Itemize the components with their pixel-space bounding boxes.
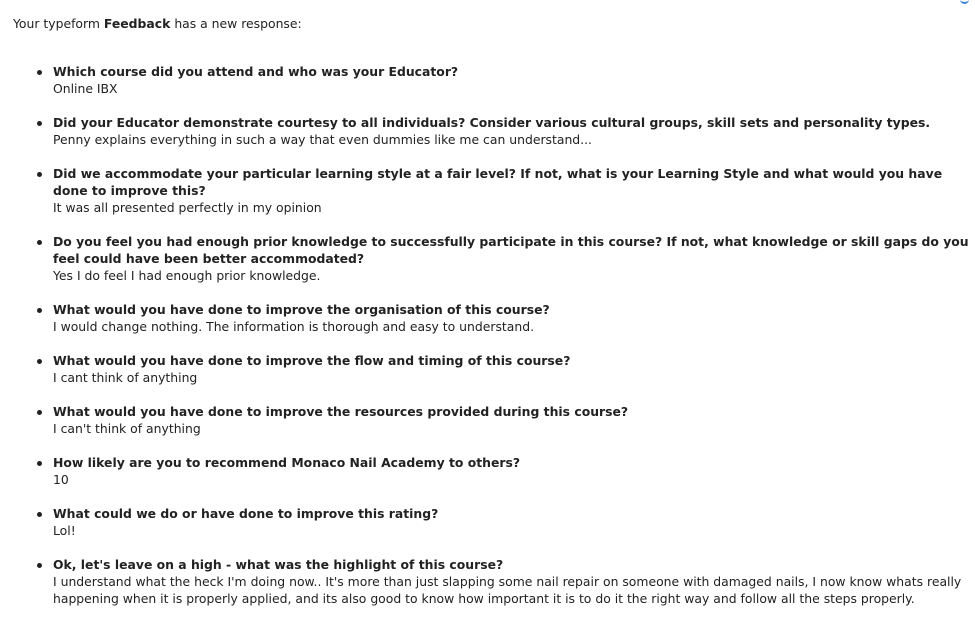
answer-text: I understand what the heck I'm doing now.. It's more than just slapping some nail repair on someone with damaged nails, I now know whats really happening when it is properly applied, and its also good to know how important it is to do it the right way and follow all the steps properly. bbox=[53, 574, 962, 606]
answer-text: Lol! bbox=[53, 523, 76, 538]
bullet-icon bbox=[37, 410, 42, 415]
list-item bbox=[0, 301, 975, 335]
response-list bbox=[0, 63, 975, 624]
bullet-icon bbox=[37, 70, 42, 75]
bullet-icon bbox=[37, 563, 42, 568]
question-text: Ok, let's leave on a high - what was the highlight of this course? bbox=[53, 557, 504, 572]
question-text: Do you feel you had enough prior knowledge to successfully participate in this course? If not, what knowledge or skill gaps do you feel could have been better accommodated? bbox=[53, 234, 969, 266]
bullet-icon bbox=[37, 172, 42, 177]
answer-text: I would change nothing. The information is thorough and easy to understand. bbox=[53, 319, 535, 334]
bullet-icon bbox=[37, 512, 42, 517]
list-item bbox=[0, 165, 975, 216]
answer-text: 10 bbox=[53, 472, 69, 487]
list-item bbox=[0, 114, 975, 148]
bullet-icon bbox=[37, 461, 42, 466]
answer-text: It was all presented perfectly in my opinion bbox=[53, 200, 322, 215]
question-text: What could we do or have done to improve this rating? bbox=[53, 506, 439, 521]
intro-prefix: Your typeform bbox=[13, 16, 104, 31]
answer-text: I can't think of anything bbox=[53, 421, 201, 436]
question-text: Which course did you attend and who was your Educator? bbox=[53, 64, 459, 79]
question-text: Did your Educator demonstrate courtesy to all individuals? Consider various cultural groups, skill sets and personality types. bbox=[53, 115, 931, 130]
answer-text: Penny explains everything in such a way that even dummies like me can understand... bbox=[53, 132, 592, 147]
list-item bbox=[0, 233, 975, 284]
response-intro bbox=[13, 15, 302, 32]
question-text: What would you have done to improve the resources provided during this course? bbox=[53, 404, 629, 419]
question-text: How likely are you to recommend Monaco Nail Academy to others? bbox=[53, 455, 521, 470]
list-item bbox=[0, 63, 975, 97]
answer-text: I cant think of anything bbox=[53, 370, 198, 385]
list-item bbox=[0, 556, 975, 607]
list-item bbox=[0, 352, 975, 386]
answer-text: Yes I do feel I had enough prior knowledge. bbox=[53, 268, 321, 283]
bullet-icon bbox=[37, 359, 42, 364]
answer-text: Online IBX bbox=[53, 81, 118, 96]
question-text: What would you have done to improve the organisation of this course? bbox=[53, 302, 550, 317]
bullet-icon bbox=[37, 308, 42, 313]
list-item bbox=[0, 505, 975, 539]
question-text: Did we accommodate your particular learning style at a fair level? If not, what is your Learning Style and what would you have done to improve this? bbox=[53, 166, 943, 198]
list-item bbox=[0, 454, 975, 488]
bullet-icon bbox=[37, 121, 42, 126]
bullet-icon bbox=[37, 240, 42, 245]
question-text: What would you have done to improve the flow and timing of this course? bbox=[53, 353, 571, 368]
corner-scroll-indicator bbox=[960, 0, 969, 4]
list-item bbox=[0, 403, 975, 437]
form-name: Feedback bbox=[103, 16, 171, 31]
intro-suffix: has a new response: bbox=[170, 16, 302, 31]
